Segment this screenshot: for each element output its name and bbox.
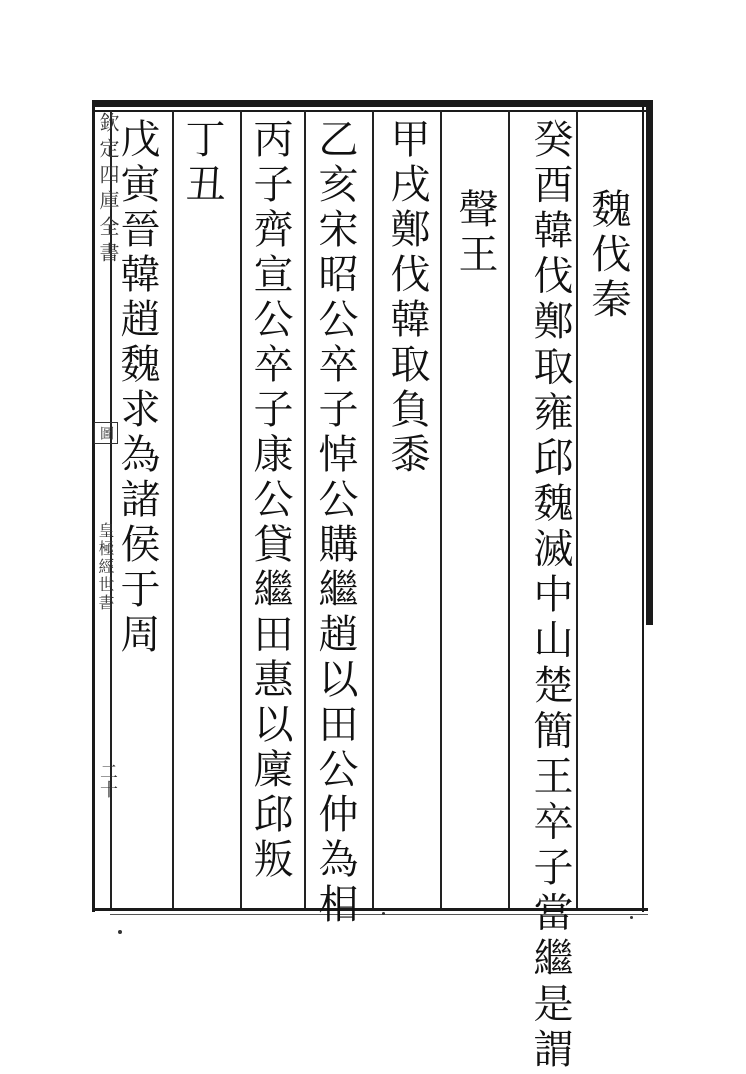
text-column-2: 癸酉韓伐鄭取雍邱魏滅中山楚簡王卒子當繼是謂 <box>527 118 573 1074</box>
right-border-thin <box>642 100 644 912</box>
column-divider <box>372 110 374 908</box>
volume-marker: 圖 <box>94 422 118 444</box>
column-divider <box>304 110 306 908</box>
top-border-thick <box>92 100 648 107</box>
collection-title: 欽定四庫全書 <box>96 112 120 268</box>
text-column-7: 丁丑 <box>179 118 225 208</box>
top-border-thin <box>92 110 648 112</box>
text-column-6: 丙子齊宣公卒子康公貸繼田惠以廩邱叛 <box>247 118 293 883</box>
scan-speck <box>382 912 385 915</box>
column-divider <box>576 110 578 908</box>
text-column-5: 乙亥宋昭公卒子悼公購繼趙以田公仲為相 <box>312 118 358 928</box>
column-divider <box>172 110 174 908</box>
column-divider <box>440 110 442 908</box>
text-column-4: 甲戌鄭伐韓取負黍 <box>384 118 430 478</box>
column-divider <box>240 110 242 908</box>
column-divider <box>508 110 510 908</box>
page-gutter <box>94 112 120 908</box>
page-number: 二十 <box>97 762 118 798</box>
right-border-thick <box>646 100 653 625</box>
text-column-3: 聲王 <box>452 188 498 278</box>
text-column-1: 魏伐秦 <box>585 188 631 323</box>
text-column-8: 戊寅晉韓趙魏求為諸侯于周 <box>114 118 160 658</box>
scan-speck <box>118 930 122 934</box>
scan-speck <box>630 916 633 919</box>
book-title: 皇極經世書 <box>96 522 115 612</box>
